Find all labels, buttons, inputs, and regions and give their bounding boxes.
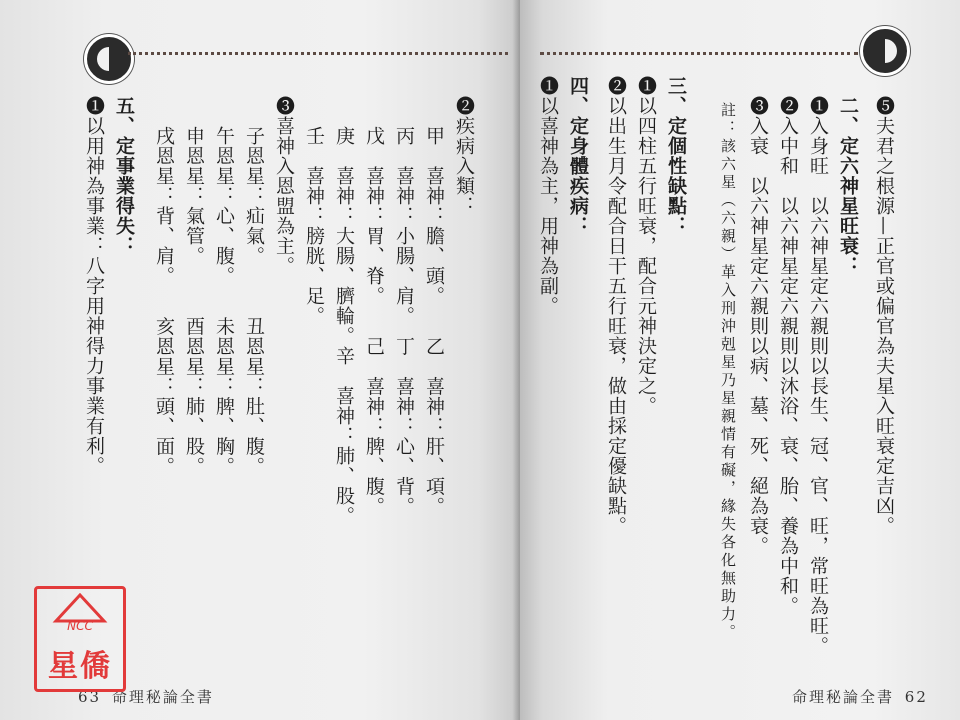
running-title: 命理秘論全書 <box>792 688 895 706</box>
left-col-9: 午恩星：心、腹。 未恩星：脾、胸。 <box>213 126 235 477</box>
left-col-8: 子恩星：疝氣。 丑恩星：肚、腹。 <box>243 126 265 477</box>
right-col-4: ❷入中和 以六神星定六親則以沐浴、衰、胎、養為中和。 <box>777 96 799 616</box>
left-col-3: 丙 喜神：小腸、肩。 丁 喜神：心、背。 <box>393 126 415 517</box>
yin-yang-icon <box>860 26 910 76</box>
left-col-6: 壬 喜神：膀胱、足。 <box>303 126 325 326</box>
right-col-3: ❶入身旺 以六神星定六親則以長生、冠、官、旺，常旺為旺。 <box>807 96 829 656</box>
left-col-1: ❷疾病入類： <box>453 96 475 216</box>
left-col-13: ❶以用神為事業：八字用神得力事業有利。 <box>83 96 105 476</box>
right-col-6: 註：該六星（六親）革入刑沖剋星乃星親情有礙，緣失各化無助力。 <box>719 102 737 642</box>
right-col-7: 三、定個性缺點： <box>665 76 687 236</box>
right-col-5: ❸入衰 以六神星定六親則以病、墓、死、絕為衰。 <box>747 96 769 556</box>
yin-yang-icon <box>84 34 134 84</box>
ncc-stamp <box>34 586 126 692</box>
left-col-7: ❸喜神入恩盟為主。 <box>273 96 295 276</box>
left-col-10: 申恩星：氣管。 酉恩星：肺、股。 <box>183 126 205 477</box>
left-col-4: 戊 喜神：胃、脊。 己 喜神：脾、腹。 <box>363 126 385 517</box>
right-col-10: 四、定身體疾病： <box>567 76 589 236</box>
header-dotted-line <box>540 52 858 55</box>
right-col-8: ❶以四柱五行旺衰，配合元神決定之。 <box>635 76 657 416</box>
page-number: 63 <box>78 688 102 706</box>
right-col-9: ❷以出生月令配合日干五行旺衰，做由採定優缺點。 <box>605 76 627 536</box>
left-col-11: 戌恩星：背、肩。 亥恩星：頭、面。 <box>153 126 175 477</box>
left-col-5: 庚 喜神：大腸、臍輪。辛 喜神：肺、股。 <box>333 126 355 526</box>
right-folio <box>790 686 930 707</box>
right-col-11: ❶以喜神為主，用神為副。 <box>537 76 559 316</box>
right-col-1: ❺夫君之根源—正官或偏官為夫星入旺衰定吉凶。 <box>873 96 895 536</box>
stamp-line-1: NCC <box>67 619 93 633</box>
header-dotted-line <box>128 52 508 55</box>
running-title: 命理秘論全書 <box>111 688 214 706</box>
right-col-2: 二、定六神星旺衰： <box>837 96 859 276</box>
page-number: 62 <box>904 688 928 706</box>
left-col-12: 五、定事業得失： <box>113 96 135 256</box>
left-col-2: 甲 喜神：膽、頭。 乙 喜神：肝、項。 <box>423 126 445 517</box>
right-page <box>520 0 960 720</box>
stamp-line-2: 星僑 <box>48 649 112 684</box>
